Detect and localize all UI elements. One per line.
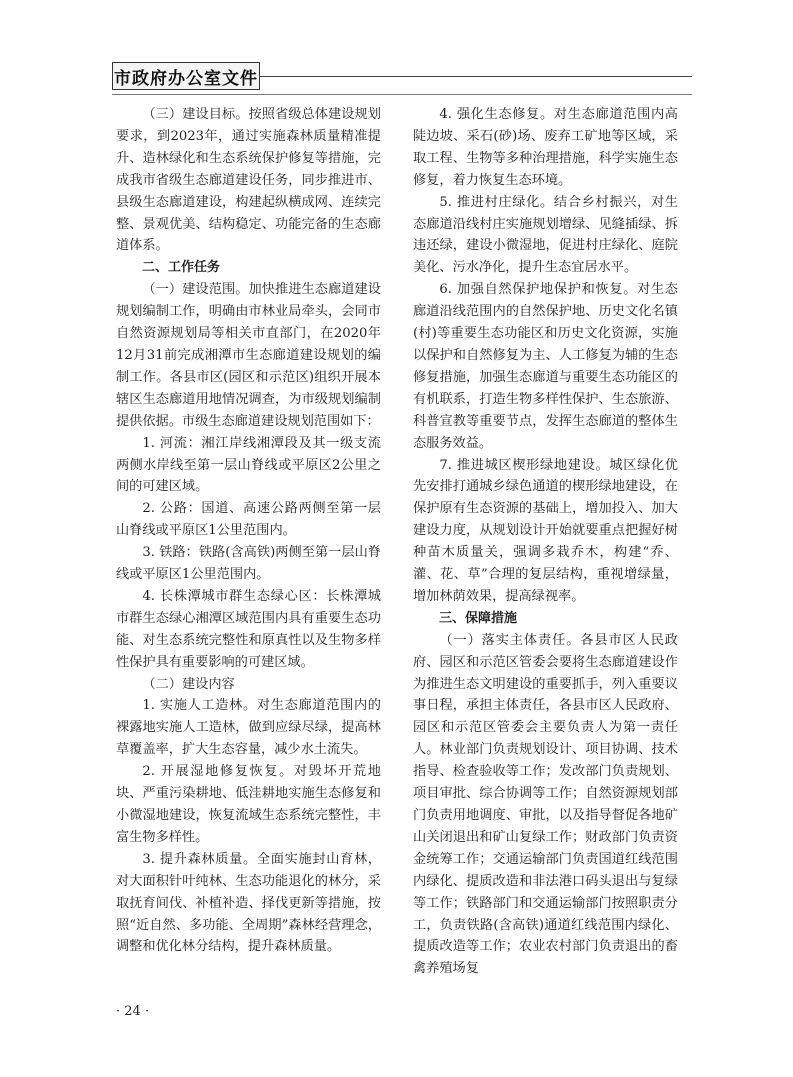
page-number: · 24 ·	[116, 1004, 150, 1019]
list-item-rivers: 1. 河流：湘江岸线湘潭段及其一级支流两侧水岸线至第一层山脊线或平原区2公里之间的可建区域。	[116, 435, 381, 495]
paragraph-responsibility: （一）落实主体责任。各县市区人民政府、园区和示范区管委会要将生态廊道建设作为推进生态文明建设的重要抓手，列入重要议事日程，承担主体责任，各县市区人民政府、园区和示范区管委会主要负责人为第一责任人。林业部门负责规划设计、项目协调、技术指导、检查验收等工作；发改部门负责规划、项目审批、综合协调等工作；自然资源规划部门负责用地调度、审批，以及指导督促各地矿山关闭退出和矿山复绿工作；财政部门负责资金统筹工作；交通运输部门负责国道红线范围内绿化、提质改造和非法港口码头退出与复绿等工作；铁路部门和交通运输部门按照职责分工，负责铁路(含高铁)通道红线范围内绿化、提质改造等工作；农业农村部门负责退出的畜禽养殖场复	[413, 632, 678, 977]
list-item-highways: 2. 公路：国道、高速公路两侧至第一层山脊线或平原区1公里范围内。	[116, 501, 381, 539]
list-item-afforestation: 1. 实施人工造林。对生态廊道范围内的裸露地实施人工造林，做到应绿尽绿，提高林草覆盖率，扩大生态容量，减少水土流失。	[116, 698, 381, 758]
header-underline	[112, 94, 692, 95]
running-header	[112, 62, 692, 94]
list-item-ecological-restoration: 4. 强化生态修复。对生态廊道范围内高陡边坡、采石(砂)场、废弃工矿地等区域，采取工程、生物等多种治理措施，科学实施生态修复，着力恢复生态环境。	[413, 107, 678, 188]
paragraph-goal: （三）建设目标。按照省级总体建设规划要求，到2023年，通过实施森林质量精准提升、造林绿化和生态系统保护修复等措施，完成我市省级生态廊道建设任务，同步推进市、县级生态廊道建设，构建起纵横成网、连续完整、景观优美、结构稳定、功能完备的生态廊道体系。	[116, 107, 381, 254]
list-item-railways: 3. 铁路：铁路(含高铁)两侧至第一层山脊线或平原区1公里范围内。	[116, 545, 381, 583]
section-heading-safeguards: 三、保障措施	[439, 610, 518, 626]
header-title: 市政府办公室文件	[112, 62, 260, 90]
list-item-forest-quality: 3. 提升森林质量。全面实施封山育林，对大面积针叶纯林、生态功能退化的林分，采取抚育间伐、补植补造、择伐更新等措施，按照“近自然、多功能、全周期”森林经营理念，调整和优化林分结构，提升森林质量。	[116, 851, 381, 955]
left-column	[116, 104, 381, 958]
header-rule	[260, 76, 692, 77]
list-item-green-heart: 4. 长株潭城市群生态绿心区：长株潭城市群生态绿心湘潭区域范围内具有重要生态功能、对生态系统完整性和原真性以及生物多样性保护具有重要影响的可建区域。	[116, 588, 381, 670]
list-item-urban-green-wedges: 7. 推进城区楔形绿地建设。城区绿化优先安排打通城乡绿色通道的楔形绿地建设，在保护原有生态资源的基础上，增加投入、加大建设力度，从规划设计开始就要重点把握好树种苗木质量关，强调多栽乔木，构建“乔、灌、花、草”合理的复层结构，重视增绿量，增加林荫效果，提高绿视率。	[413, 457, 678, 604]
subheading-content: （二）建设内容	[142, 676, 235, 692]
right-column	[413, 104, 678, 980]
list-item-nature-reserves: 6. 加强自然保护地保护和恢复。对生态廊道沿线范围内的自然保护地、历史文化名镇(村)等重要生态功能区和历史文化资源，实施以保护和自然修复为主、人工修复为辅的生态修复措施，加强生态廊道与重要生态功能区的有机联系，打造生物多样性保护、生态旅游、科普宣教等重要节点，发挥生态廊道的整体生态服务效益。	[413, 282, 678, 451]
paragraph-scope: （一）建设范围。加快推进生态廊道建设规划编制工作，明确由市林业局牵头，会同市自然资源规划局等相关市直部门，在2020年12月31前完成湘潭市生态廊道建设规划的编制工作。各县市区(园区和示范区)组织开展本辖区生态廊道用地情况调查，为市级规划编制提供依据。市级生态廊道建设规划范围如下：	[116, 282, 381, 429]
list-item-village-greening: 5. 推进村庄绿化。结合乡村振兴，对生态廊道沿线村庄实施规划增绿、见缝插绿、拆违还绿，建设小微湿地，促进村庄绿化、庭院美化、污水净化，提升生态宜居水平。	[413, 194, 678, 276]
section-heading-tasks: 二、工作任务	[142, 260, 221, 276]
list-item-wetland: 2. 开展湿地修复恢复。对毁坏开荒地块、严重污染耕地、低洼耕地实施生态修复和小微湿地建设，恢复流域生态系统完整性，丰富生物多样性。	[116, 764, 381, 845]
